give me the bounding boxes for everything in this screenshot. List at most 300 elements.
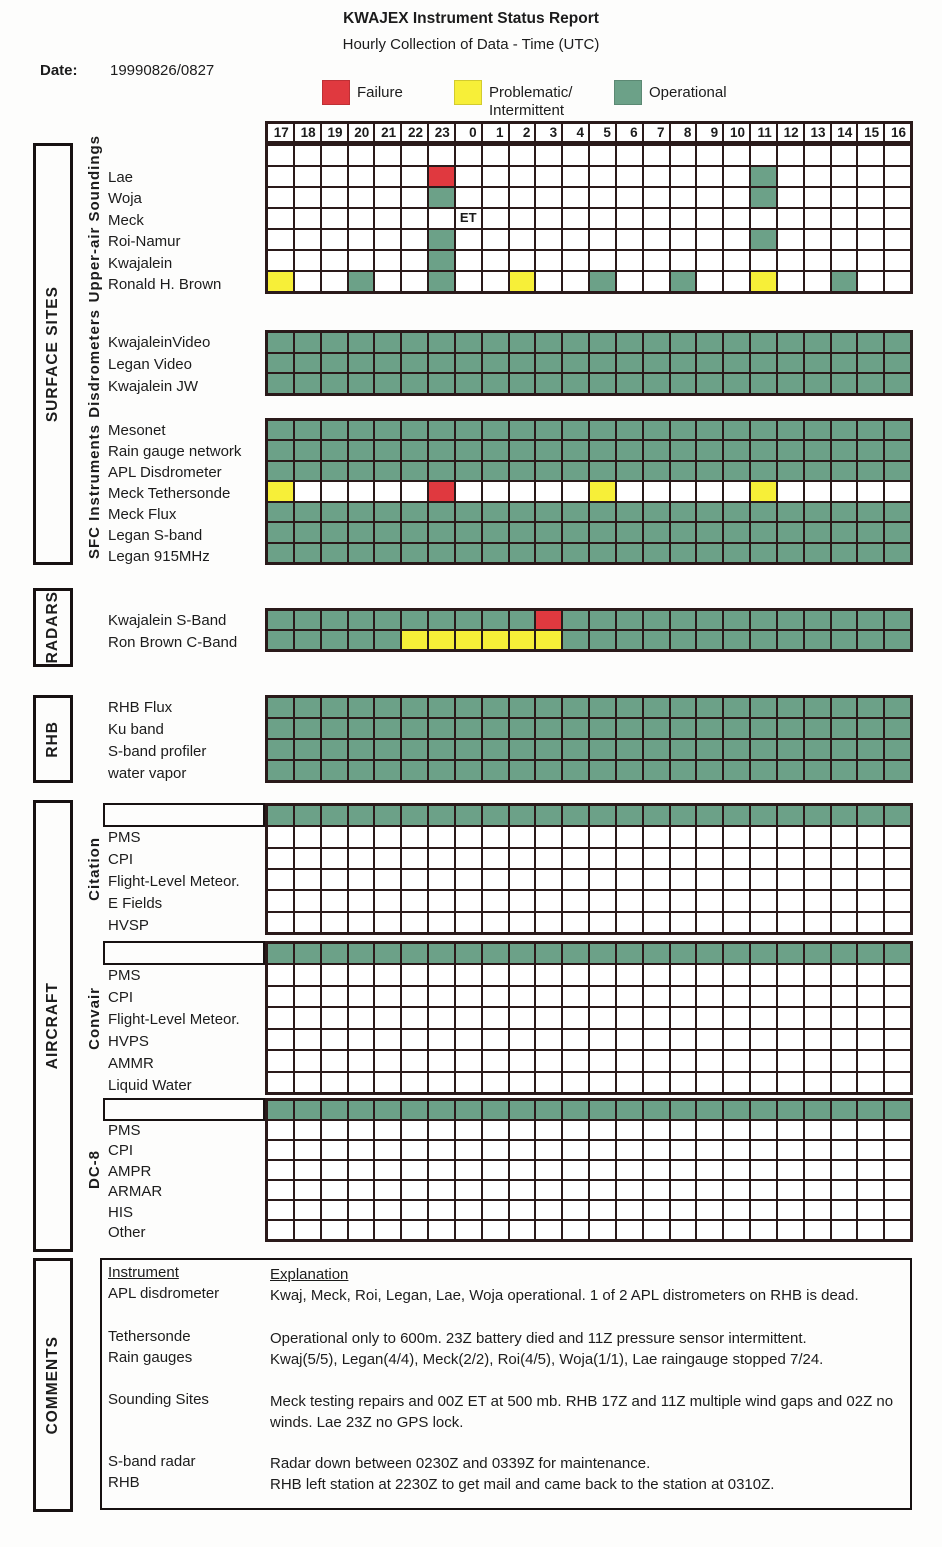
cell-convair-r3-h16 (885, 1030, 910, 1049)
cell-citation-rhdr-h1 (483, 806, 508, 825)
cell-disdrometers-r2-h1 (483, 374, 508, 393)
cell-rhb-r1-h20 (349, 719, 374, 738)
cell-convair-r3-h12 (778, 1030, 803, 1049)
cell-convair-r3-h11 (751, 1030, 776, 1049)
cell-convair-r3-h8 (671, 1030, 696, 1049)
grid-convair (265, 941, 913, 1095)
cell-sfc-r6-h15 (858, 544, 883, 562)
cell-citation-rhdr-h3 (536, 806, 561, 825)
cell-rhb-r3-h22 (402, 761, 427, 780)
section-box-comments (33, 1258, 73, 1512)
cell-citation-r2-h8 (671, 870, 696, 889)
cell-radars-r1-h5 (590, 631, 615, 649)
cell-disdrometers-r0-h6 (617, 333, 642, 352)
cell-convair-r5-h14 (832, 1073, 857, 1092)
cell-upper_air-r5-h4 (563, 251, 588, 270)
cell-sfc-r6-h12 (778, 544, 803, 562)
cell-upper_air-r3-h20 (349, 209, 374, 228)
cell-convair-r2-h11 (751, 1008, 776, 1027)
cell-dc8-r1-h5 (590, 1141, 615, 1159)
cell-sfc-r0-h17 (268, 421, 293, 439)
cell-radars-r0-h4 (563, 611, 588, 629)
cell-dc8-r3-h22 (402, 1181, 427, 1199)
cell-dc8-rhdr-h11 (751, 1101, 776, 1119)
cell-sfc-r1-h14 (832, 441, 857, 459)
cell-rhb-r2-h14 (832, 740, 857, 759)
cell-citation-r0-h14 (832, 827, 857, 846)
hour-header-13: 13 (805, 124, 830, 141)
cell-upper_air-r5-h12 (778, 251, 803, 270)
cell-citation-r2-h15 (858, 870, 883, 889)
hour-header-17: 17 (268, 124, 293, 141)
row-label-his: HIS (108, 1203, 134, 1221)
cell-upper_air-r4-h21 (375, 230, 400, 249)
row-label-mesonet: Mesonet (108, 422, 166, 439)
cell-citation-rhdr-h13 (805, 806, 830, 825)
cell-dc8-r0-h21 (375, 1121, 400, 1139)
cell-rhb-r1-h11 (751, 719, 776, 738)
cell-sfc-r2-h2 (510, 462, 535, 480)
cell-convair-r0-h19 (322, 965, 347, 984)
cell-convair-rhdr-h23 (429, 944, 454, 963)
hour-header-19: 19 (322, 124, 347, 141)
cell-upper_air-r5-h7 (644, 251, 669, 270)
cell-citation-r0-h19 (322, 827, 347, 846)
cell-dc8-rhdr-h5 (590, 1101, 615, 1119)
cell-convair-r1-h16 (885, 987, 910, 1006)
cell-citation-r0-h23 (429, 827, 454, 846)
cell-dc8-r3-h10 (724, 1181, 749, 1199)
cell-citation-r3-h9 (697, 891, 722, 910)
cell-dc8-r0-h20 (349, 1121, 374, 1139)
cell-upper_air-r0-h2 (510, 146, 535, 165)
cell-upper_air-r6-h22 (402, 272, 427, 291)
cell-dc8-r1-h18 (295, 1141, 320, 1159)
cell-upper_air-r4-h15 (858, 230, 883, 249)
cell-rhb-r0-h0 (456, 698, 481, 717)
cell-sfc-r0-h22 (402, 421, 427, 439)
cell-upper_air-r5-h13 (805, 251, 830, 270)
cell-disdrometers-r1-h4 (563, 354, 588, 373)
cell-dc8-r1-h1 (483, 1141, 508, 1159)
cell-upper_air-r5-h2 (510, 251, 535, 270)
cell-rhb-r2-h13 (805, 740, 830, 759)
surface-sites-label: SURFACE SITES (44, 285, 61, 423)
cell-rhb-r0-h21 (375, 698, 400, 717)
cell-upper_air-r3-h8 (671, 209, 696, 228)
cell-sfc-r4-h16 (885, 503, 910, 521)
cell-citation-r1-h11 (751, 849, 776, 868)
row-label-ku-band: Ku band (108, 721, 164, 738)
cell-disdrometers-r2-h13 (805, 374, 830, 393)
cell-dc8-r5-h16 (885, 1221, 910, 1239)
cell-disdrometers-r2-h10 (724, 374, 749, 393)
cell-rhb-r3-h5 (590, 761, 615, 780)
cell-convair-r4-h20 (349, 1051, 374, 1070)
cell-sfc-r3-h17 (268, 482, 293, 500)
cell-convair-r5-h20 (349, 1073, 374, 1092)
cell-radars-r1-h23 (429, 631, 454, 649)
cell-radars-r1-h18 (295, 631, 320, 649)
cell-convair-r2-h19 (322, 1008, 347, 1027)
cell-convair-rhdr-h4 (563, 944, 588, 963)
cell-sfc-r3-h15 (858, 482, 883, 500)
cell-upper_air-r6-h8 (671, 272, 696, 291)
cell-upper_air-r1-h23 (429, 167, 454, 186)
legend-label-operational: Operational (649, 83, 727, 101)
cell-sfc-r2-h16 (885, 462, 910, 480)
cell-sfc-r1-h17 (268, 441, 293, 459)
cell-citation-r3-h17 (268, 891, 293, 910)
cell-disdrometers-r1-h22 (402, 354, 427, 373)
date-label: Date: (40, 62, 78, 79)
cell-citation-r2-h6 (617, 870, 642, 889)
cell-convair-r5-h1 (483, 1073, 508, 1092)
cell-convair-rhdr-h10 (724, 944, 749, 963)
cell-convair-r0-h23 (429, 965, 454, 984)
cell-rhb-r0-h8 (671, 698, 696, 717)
comment-instrument-2: Rain gauges (108, 1349, 193, 1366)
cell-upper_air-r4-h0 (456, 230, 481, 249)
cell-sfc-r6-h14 (832, 544, 857, 562)
cell-convair-r4-h4 (563, 1051, 588, 1070)
comments-label: COMMENTS (44, 1335, 61, 1435)
cell-sfc-r1-h7 (644, 441, 669, 459)
cell-citation-r3-h23 (429, 891, 454, 910)
cell-citation-r3-h12 (778, 891, 803, 910)
cell-convair-r0-h15 (858, 965, 883, 984)
cell-radars-r1-h10 (724, 631, 749, 649)
cell-convair-r0-h13 (805, 965, 830, 984)
legend-label-failure: Failure (357, 83, 403, 101)
cell-dc8-r3-h7 (644, 1181, 669, 1199)
cell-upper_air-r4-h10 (724, 230, 749, 249)
cell-upper_air-r2-h8 (671, 188, 696, 207)
cell-sfc-r2-h0 (456, 462, 481, 480)
cell-convair-r2-h21 (375, 1008, 400, 1027)
cell-rhb-r3-h4 (563, 761, 588, 780)
cell-dc8-r2-h5 (590, 1161, 615, 1179)
cell-dc8-r3-h16 (885, 1181, 910, 1199)
cell-citation-r4-h14 (832, 913, 857, 932)
cell-sfc-r1-h9 (697, 441, 722, 459)
cell-sfc-r0-h0 (456, 421, 481, 439)
cell-convair-r4-h15 (858, 1051, 883, 1070)
cell-sfc-r0-h20 (349, 421, 374, 439)
cell-upper_air-r5-h9 (697, 251, 722, 270)
cell-rhb-r0-h2 (510, 698, 535, 717)
cell-convair-rhdr-h5 (590, 944, 615, 963)
cell-dc8-r0-h10 (724, 1121, 749, 1139)
cell-dc8-r3-h3 (536, 1181, 561, 1199)
cell-citation-r4-h19 (322, 913, 347, 932)
cell-rhb-r0-h6 (617, 698, 642, 717)
cell-dc8-r5-h5 (590, 1221, 615, 1239)
cell-sfc-r6-h6 (617, 544, 642, 562)
cell-convair-r4-h18 (295, 1051, 320, 1070)
cell-disdrometers-r1-h9 (697, 354, 722, 373)
cell-dc8-rhdr-h4 (563, 1101, 588, 1119)
cell-radars-r1-h2 (510, 631, 535, 649)
cell-sfc-r4-h12 (778, 503, 803, 521)
row-label-ron-brown-c-band: Ron Brown C-Band (108, 634, 238, 651)
cell-sfc-r1-h20 (349, 441, 374, 459)
cell-convair-r5-h21 (375, 1073, 400, 1092)
comment-explanation-1: Operational only to 600m. 23Z battery died and 11Z pressure sensor intermittent. (270, 1330, 807, 1347)
cell-upper_air-r1-h16 (885, 167, 910, 186)
cell-sfc-r4-h23 (429, 503, 454, 521)
cell-upper_air-r1-h12 (778, 167, 803, 186)
cell-upper_air-r3-h3 (536, 209, 561, 228)
cell-upper_air-r1-h19 (322, 167, 347, 186)
cell-convair-r5-h16 (885, 1073, 910, 1092)
cell-citation-r1-h6 (617, 849, 642, 868)
cell-disdrometers-r2-h19 (322, 374, 347, 393)
cell-rhb-r1-h3 (536, 719, 561, 738)
cell-citation-r3-h15 (858, 891, 883, 910)
cell-dc8-rhdr-h2 (510, 1101, 535, 1119)
cell-sfc-r5-h9 (697, 523, 722, 541)
row-label-ammr: AMMR (108, 1055, 154, 1072)
cell-radars-r0-h5 (590, 611, 615, 629)
cell-sfc-r3-h8 (671, 482, 696, 500)
cell-rhb-r0-h17 (268, 698, 293, 717)
group-label-sfc (82, 418, 106, 565)
cell-dc8-r5-h1 (483, 1221, 508, 1239)
cell-sfc-r0-h8 (671, 421, 696, 439)
cell-rhb-r2-h4 (563, 740, 588, 759)
cell-citation-r0-h3 (536, 827, 561, 846)
cell-upper_air-r2-h21 (375, 188, 400, 207)
cell-dc8-rhdr-h20 (349, 1101, 374, 1119)
group-label-upper_air (82, 134, 106, 303)
cell-sfc-r0-h23 (429, 421, 454, 439)
cell-citation-r3-h11 (751, 891, 776, 910)
cell-citation-rhdr-h20 (349, 806, 374, 825)
cell-sfc-r3-h2 (510, 482, 535, 500)
grid-rhb (265, 695, 913, 783)
hour-header-11: 11 (751, 124, 776, 141)
problematic-swatch-icon (454, 80, 482, 105)
cell-convair-r1-h14 (832, 987, 857, 1006)
group-label-dc8 (82, 1098, 106, 1242)
cell-convair-r4-h16 (885, 1051, 910, 1070)
cell-dc8-r3-h5 (590, 1181, 615, 1199)
cell-convair-r1-h2 (510, 987, 535, 1006)
hour-header-14: 14 (832, 124, 857, 141)
cell-convair-r0-h4 (563, 965, 588, 984)
cell-upper_air-r3-h9 (697, 209, 722, 228)
cell-dc8-r2-h20 (349, 1161, 374, 1179)
cell-dc8-r5-h10 (724, 1221, 749, 1239)
cell-rhb-r2-h17 (268, 740, 293, 759)
cell-rhb-r3-h20 (349, 761, 374, 780)
cell-upper_air-r4-h16 (885, 230, 910, 249)
cell-radars-r0-h6 (617, 611, 642, 629)
cell-sfc-r2-h6 (617, 462, 642, 480)
cell-sfc-r6-h21 (375, 544, 400, 562)
cell-upper_air-r6-h6 (617, 272, 642, 291)
cell-citation-rhdr-h2 (510, 806, 535, 825)
cell-sfc-r6-h4 (563, 544, 588, 562)
cell-upper_air-r3-h22 (402, 209, 427, 228)
cell-convair-r3-h14 (832, 1030, 857, 1049)
cell-rhb-r2-h21 (375, 740, 400, 759)
cell-disdrometers-r0-h7 (644, 333, 669, 352)
cell-convair-r3-h6 (617, 1030, 642, 1049)
cell-upper_air-r3-h6 (617, 209, 642, 228)
cell-citation-r1-h4 (563, 849, 588, 868)
cell-upper_air-r3-h11 (751, 209, 776, 228)
cell-radars-r0-h19 (322, 611, 347, 629)
cell-sfc-r1-h6 (617, 441, 642, 459)
row-label-rain-gauge-network: Rain gauge network (108, 443, 242, 460)
cell-dc8-r2-h16 (885, 1161, 910, 1179)
cell-rhb-r3-h15 (858, 761, 883, 780)
cell-citation-r4-h10 (724, 913, 749, 932)
cell-dc8-r2-h15 (858, 1161, 883, 1179)
cell-dc8-r2-h4 (563, 1161, 588, 1179)
comments-col-header-instrument: Instrument (108, 1264, 179, 1281)
cell-convair-r3-h17 (268, 1030, 293, 1049)
cell-rhb-r0-h22 (402, 698, 427, 717)
cell-citation-r3-h13 (805, 891, 830, 910)
cell-sfc-r6-h2 (510, 544, 535, 562)
cell-convair-r2-h17 (268, 1008, 293, 1027)
cell-sfc-r5-h4 (563, 523, 588, 541)
cell-upper_air-r2-h9 (697, 188, 722, 207)
cell-citation-r0-h6 (617, 827, 642, 846)
cell-upper_air-r4-h6 (617, 230, 642, 249)
cell-convair-r1-h5 (590, 987, 615, 1006)
cell-upper_air-r1-h6 (617, 167, 642, 186)
cell-sfc-r4-h13 (805, 503, 830, 521)
cell-dc8-rhdr-h18 (295, 1101, 320, 1119)
cell-citation-rhdr-h9 (697, 806, 722, 825)
cell-dc8-r3-h6 (617, 1181, 642, 1199)
cell-sfc-r2-h7 (644, 462, 669, 480)
cell-dc8-r2-h22 (402, 1161, 427, 1179)
cell-convair-r4-h14 (832, 1051, 857, 1070)
cell-dc8-r1-h17 (268, 1141, 293, 1159)
cell-citation-rhdr-h8 (671, 806, 696, 825)
cell-upper_air-r1-h1 (483, 167, 508, 186)
comments-section (100, 1258, 912, 1510)
cell-radars-r0-h10 (724, 611, 749, 629)
cell-citation-r0-h22 (402, 827, 427, 846)
cell-radars-r0-h21 (375, 611, 400, 629)
cell-citation-r2-h19 (322, 870, 347, 889)
cell-dc8-rhdr-h17 (268, 1101, 293, 1119)
cell-convair-r1-h21 (375, 987, 400, 1006)
cell-convair-r5-h9 (697, 1073, 722, 1092)
cell-upper_air-r4-h11 (751, 230, 776, 249)
cell-citation-r0-h5 (590, 827, 615, 846)
cell-disdrometers-r2-h5 (590, 374, 615, 393)
cell-upper_air-r5-h14 (832, 251, 857, 270)
cell-upper_air-r2-h7 (644, 188, 669, 207)
cell-upper_air-r3-h12 (778, 209, 803, 228)
cell-dc8-r5-h19 (322, 1221, 347, 1239)
cell-convair-r1-h6 (617, 987, 642, 1006)
grid-dc8 (265, 1098, 913, 1242)
row-label-meck-flux: Meck Flux (108, 506, 177, 523)
cell-upper_air-r2-h13 (805, 188, 830, 207)
cell-citation-r0-h7 (644, 827, 669, 846)
cell-convair-r0-h10 (724, 965, 749, 984)
cell-convair-r3-h23 (429, 1030, 454, 1049)
cell-sfc-r4-h19 (322, 503, 347, 521)
cell-sfc-r1-h4 (563, 441, 588, 459)
cell-citation-r3-h3 (536, 891, 561, 910)
cell-sfc-r0-h15 (858, 421, 883, 439)
cell-dc8-r4-h0 (456, 1201, 481, 1219)
cell-convair-r4-h0 (456, 1051, 481, 1070)
cell-citation-r0-h2 (510, 827, 535, 846)
cell-convair-r0-h2 (510, 965, 535, 984)
cell-dc8-r1-h8 (671, 1141, 696, 1159)
cell-convair-r4-h9 (697, 1051, 722, 1070)
cell-rhb-r0-h4 (563, 698, 588, 717)
cell-disdrometers-r1-h6 (617, 354, 642, 373)
cell-upper_air-r6-h13 (805, 272, 830, 291)
hour-header-3: 3 (536, 124, 561, 141)
cell-rhb-r2-h10 (724, 740, 749, 759)
cell-disdrometers-r0-h2 (510, 333, 535, 352)
cell-sfc-r1-h19 (322, 441, 347, 459)
cell-rhb-r2-h16 (885, 740, 910, 759)
cell-sfc-r3-h7 (644, 482, 669, 500)
cell-citation-r4-h22 (402, 913, 427, 932)
cell-convair-r2-h3 (536, 1008, 561, 1027)
hour-header-16: 16 (885, 124, 910, 141)
cell-citation-r1-h20 (349, 849, 374, 868)
cell-dc8-rhdr-h16 (885, 1101, 910, 1119)
cell-rhb-r3-h1 (483, 761, 508, 780)
cell-citation-r1-h17 (268, 849, 293, 868)
cell-citation-r1-h19 (322, 849, 347, 868)
cell-radars-r1-h9 (697, 631, 722, 649)
cell-upper_air-r2-h11 (751, 188, 776, 207)
cell-dc8-rhdr-h9 (697, 1101, 722, 1119)
cell-upper_air-r6-h9 (697, 272, 722, 291)
cell-convair-r3-h7 (644, 1030, 669, 1049)
cell-dc8-r5-h18 (295, 1221, 320, 1239)
cell-rhb-r3-h3 (536, 761, 561, 780)
cell-citation-r3-h21 (375, 891, 400, 910)
cell-disdrometers-r2-h17 (268, 374, 293, 393)
cell-dc8-r3-h17 (268, 1181, 293, 1199)
cell-dc8-r0-h8 (671, 1121, 696, 1139)
cell-sfc-r4-h8 (671, 503, 696, 521)
cell-convair-r1-h7 (644, 987, 669, 1006)
cell-upper_air-r0-h20 (349, 146, 374, 165)
cell-disdrometers-r1-h19 (322, 354, 347, 373)
cell-dc8-r0-h14 (832, 1121, 857, 1139)
cell-citation-r2-h18 (295, 870, 320, 889)
cell-dc8-r5-h17 (268, 1221, 293, 1239)
hour-header-23: 23 (429, 124, 454, 141)
cell-convair-r5-h5 (590, 1073, 615, 1092)
cell-rhb-r3-h13 (805, 761, 830, 780)
cell-convair-r5-h19 (322, 1073, 347, 1092)
cell-rhb-r1-h18 (295, 719, 320, 738)
cell-dc8-r3-h2 (510, 1181, 535, 1199)
cell-upper_air-r4-h13 (805, 230, 830, 249)
cell-sfc-r0-h1 (483, 421, 508, 439)
cell-sfc-r3-h18 (295, 482, 320, 500)
cell-disdrometers-r1-h5 (590, 354, 615, 373)
